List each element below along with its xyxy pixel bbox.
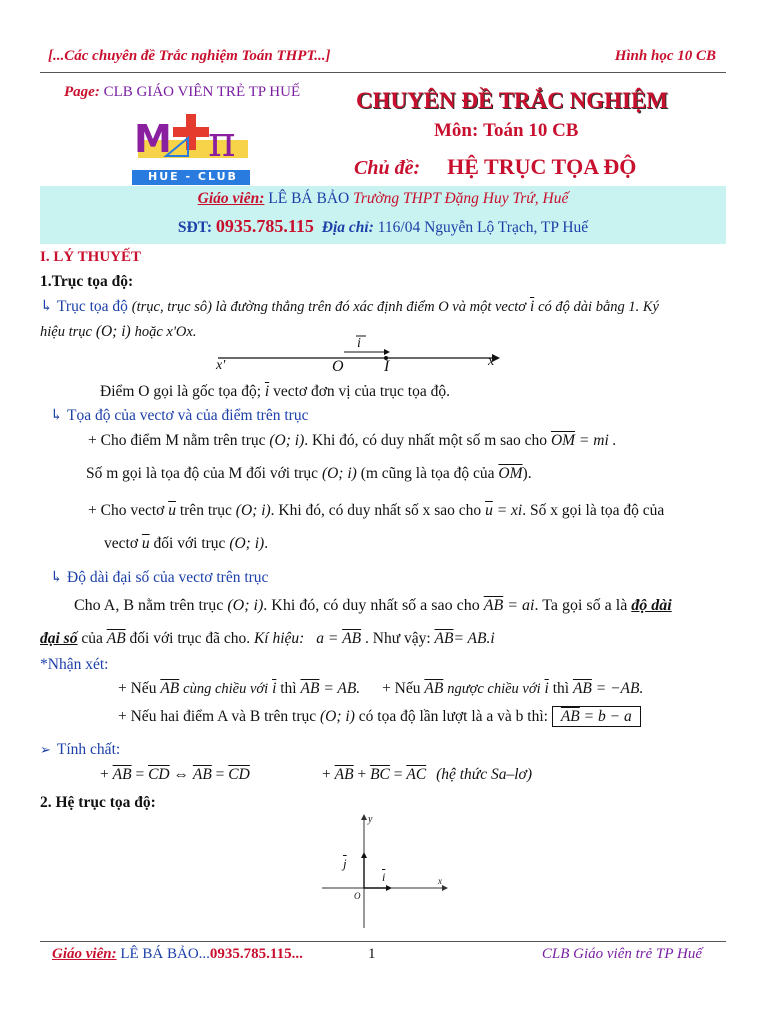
ab-bar-4: $\overline{AB}$ [560, 708, 580, 725]
page-name: CLB GIÁO VIÊN TRẺ TP HUẾ [103, 84, 301, 100]
p2-plus: + [322, 766, 331, 783]
vec-u: $\overline{u}$ [168, 502, 176, 519]
algebraic-line-1 [74, 597, 672, 615]
heading-coordinates [50, 406, 308, 425]
vec-u-2: $\overline{u}$ [485, 502, 493, 519]
ab-ba: = b − a [583, 708, 632, 725]
b2b-text: (m cũng là tọa độ của [360, 465, 495, 482]
b1b-text: . Khi đó, có duy nhất một số m sao cho [304, 432, 548, 449]
u-eq: = xi [496, 502, 523, 519]
b2-text: Số m gọi là tọa độ của M đối với trục [86, 465, 319, 482]
r1d-text: + Nếu [382, 680, 421, 697]
c2e-text: . Như vậy: [365, 630, 431, 647]
vec-u-3: $\overline{u}$ [141, 535, 150, 552]
vec-ab-3: $\overline{AB}$ [434, 630, 454, 647]
topic-value: HỆ TRỤC TỌA ĐỘ [447, 154, 637, 179]
ab-eq: = ai [507, 597, 535, 614]
b1-axis: (O; i) [269, 432, 305, 449]
header-right: Hình học 10 CB [614, 48, 716, 64]
heading-properties [40, 741, 120, 759]
subsection-axis: 1.Trục tọa độ: [40, 273, 134, 290]
ab-pos: = AB. [323, 680, 361, 697]
p2-plus2: + [357, 766, 367, 783]
footer-right: CLB Giáo viên trẻ TP Huế [541, 946, 702, 962]
property-1 [100, 766, 250, 784]
definition-line-1 [40, 297, 659, 316]
p2-ac: $\overline{AC}$ [406, 766, 427, 783]
teacher-info-box [40, 186, 726, 244]
phone-label: SĐT: [177, 219, 213, 236]
arrow-bullet-icon: ↳ [50, 407, 63, 424]
p2-eq: = [393, 766, 403, 783]
ab-bar-2: $\overline{AB}$ [300, 680, 320, 697]
c1c-text: . Ta gọi số a là [534, 597, 628, 614]
phone-number: 0935.785.115 [215, 216, 314, 236]
p1-ab2: $\overline{AB}$ [192, 766, 212, 783]
def-text-1: (trục, trục sô) là đường thẳng trên đó xác định điểm O và một vectơ [131, 299, 527, 315]
b3-axis: (O; i) [235, 502, 271, 519]
h3-text: Độ dài đại số của vectơ trên trục [67, 569, 269, 586]
p1-cd: $\overline{CD}$ [148, 766, 170, 783]
b1-text: + Cho điểm M nằm trên trục [88, 432, 266, 449]
logo-text: HUE - CLUB [148, 170, 238, 183]
bullet-vector-u [88, 502, 664, 520]
page-line [64, 84, 300, 101]
hue-club-logo [128, 110, 256, 188]
footer-teacher-name: LÊ BÁ BẢO... [120, 946, 210, 962]
vec-i-4: $\overline{i}$ [544, 680, 549, 697]
def-text-3: hiệu trục [40, 324, 92, 340]
topic-label: Chủ đề: [354, 157, 421, 179]
axis-label-vec-i: i [357, 336, 361, 351]
c2a-text: đại số [40, 630, 78, 647]
axis-label-o: O [332, 358, 344, 375]
topic-line [354, 154, 636, 180]
heading-algebraic-length [50, 568, 268, 587]
header-left: [...Các chuyên đề Trắc nghiệm Toán THPT...] [48, 48, 331, 64]
number-line-figure [210, 332, 500, 376]
bullet-coord-m: Số m gọi là tọa độ của M đối với trục (O; i) (m cũng là tọa độ của $\overline{OM}$). [86, 465, 532, 482]
origin-text: Điểm O gọi là gốc tọa độ; [100, 383, 261, 400]
b4b-text: đối với trục [153, 535, 226, 552]
p1-eq: = [135, 766, 145, 783]
remark-label: *Nhận xét: [40, 656, 109, 673]
fig-label-x: x [438, 876, 442, 886]
main-title: CHUYÊN ĐỀ TRẮC NGHIỆM [356, 88, 669, 113]
c2b-text: của [81, 630, 103, 647]
triangle-bullet-icon: ➢ [40, 742, 51, 757]
svg-text:M: M [134, 117, 172, 161]
axis-label-x: x [488, 354, 495, 369]
b2-axis: (O; i) [321, 465, 357, 482]
arrow-bullet-icon: ↳ [40, 298, 53, 315]
section-theory: I. LÝ THUYẾT [40, 249, 142, 265]
c2c-text: đối với trục đã cho. [129, 630, 251, 647]
p1-equiv: ⇔ [173, 766, 189, 783]
p1-ab: $\overline{AB}$ [112, 766, 132, 783]
p2-ab: $\overline{AB}$ [334, 766, 354, 783]
c1-axis: (O; i) [227, 597, 264, 614]
bullet-point-m [88, 432, 617, 450]
r1c-text: thì [280, 680, 297, 697]
footer-left [52, 946, 303, 963]
b3-text: + Cho vectơ [88, 502, 165, 519]
a-eq: a = [316, 630, 339, 647]
b4-axis: (O; i) [229, 535, 265, 552]
p2-note: (hệ thức Sa–lơ) [436, 766, 532, 783]
r2-text: + Nếu hai điểm A và B trên trục [118, 708, 317, 725]
b3c-text: . Khi đó, có duy nhất số x sao cho [270, 502, 482, 519]
footer-rule [40, 941, 726, 942]
arrow-bullet-icon: ↳ [50, 569, 63, 586]
address-label: Địa chỉ: [321, 219, 374, 236]
vec-ab: $\overline{AB}$ [483, 597, 504, 614]
page-label: Page: [64, 84, 100, 100]
om-eq: = mi . [578, 432, 617, 449]
address-value: 116/04 Nguyễn Lộ Trạch, TP Huế [377, 219, 589, 236]
algebraic-line-2 [40, 630, 495, 648]
p2-bc: $\overline{BC}$ [370, 766, 390, 783]
school-name: Trường THPT Đặng Huy Trứ, Huế [353, 190, 569, 207]
axis-label-i: I [384, 358, 390, 375]
teacher-label: Giáo viên: [197, 190, 265, 207]
r1f-text: thì [552, 680, 570, 697]
svg-text:π: π [208, 117, 236, 166]
teacher-name: LÊ BÁ BẢO [268, 190, 350, 207]
coordinate-system-figure [318, 812, 450, 930]
origin-text-2: vectơ đơn vị của trục tọa độ. [273, 383, 450, 400]
boxed-formula [552, 706, 641, 727]
vec-ab-4: $\overline{AB}$ [160, 680, 180, 697]
r1-text: + Nếu [118, 680, 157, 697]
remark-line-2 [118, 708, 641, 726]
b3d-text: . Số x gọi là tọa độ của [522, 502, 665, 519]
vec-ab-2: $\overline{AB}$ [106, 630, 126, 647]
h2-text: Tọa độ của vectơ và của điểm trên trục [67, 407, 309, 424]
number-line-svg [210, 332, 500, 376]
vec-i-2: $\overline{i}$ [264, 383, 270, 400]
footer-phone: 0935.785.115... [209, 946, 303, 962]
subject-value: Toán 10 CB [483, 120, 579, 141]
r1e-text: ngược chiều với [447, 681, 541, 697]
c1-text: Cho A, B nằm trên trục [74, 597, 224, 614]
remark-line-1 [118, 680, 643, 698]
fig-label-i: $\overline{i}$ [382, 870, 386, 884]
ab-neg: = −AB. [595, 680, 644, 697]
b3b-text: trên trục [179, 502, 232, 519]
vec-om-2: $\overline{OM}$ [498, 465, 523, 482]
ab-dot: = AB.i [453, 630, 495, 647]
fig-label-j: $\overline{j}$ [343, 856, 347, 871]
vec-i: $\overline{i}$ [529, 298, 535, 315]
bullet-vector-u-2: vectơ $\overline{u}$ đối với trục (O; i). [104, 535, 269, 552]
h4-text: Tính chất: [56, 741, 121, 758]
r2-axis: (O; i) [320, 708, 355, 725]
subject-line [434, 120, 578, 142]
c2d-text: Kí hiệu: [253, 630, 305, 647]
def-text-4: hoặc x'Ox. [134, 324, 197, 340]
axis-label-xprime: x' [216, 358, 226, 373]
ab-bar-3: $\overline{AB}$ [572, 680, 592, 697]
r1b-text: cùng chiều với [183, 681, 269, 697]
b4-text: vectơ [104, 535, 139, 552]
p1-eq2: = [215, 766, 225, 783]
vec-om: $\overline{OM}$ [550, 432, 576, 449]
contact-line [40, 216, 726, 237]
property-2 [322, 766, 532, 784]
vec-i-3: $\overline{i}$ [272, 680, 277, 697]
axis-notation: (O; i) [95, 323, 131, 340]
p1-plus: + [100, 766, 109, 783]
p1-cd2: $\overline{CD}$ [228, 766, 250, 783]
teacher-line [40, 190, 726, 208]
c1b-text: . Khi đó, có duy nhất số a sao cho [263, 597, 480, 614]
origin-line [100, 383, 450, 401]
vec-ab-5: $\overline{AB}$ [424, 680, 444, 697]
subject-label: Môn: [434, 120, 479, 141]
subsection-system: 2. Hệ trục tọa độ: [40, 794, 156, 811]
definition-line-2 [40, 323, 196, 341]
def-head: Trục tọa độ [57, 298, 128, 315]
c1d-text: độ dài [631, 597, 672, 614]
ab-bar: $\overline{AB}$ [342, 630, 362, 647]
page-number: 1 [368, 946, 376, 962]
fig-label-o: O [354, 891, 361, 901]
fig-label-y: y [368, 814, 373, 825]
footer-teacher-label: Giáo viên: [52, 946, 117, 962]
header-rule [40, 72, 726, 73]
r2b-text: có tọa độ lần lượt là a và b thì: [358, 708, 548, 725]
def-text-2: có độ dài bằng 1. Ký [538, 299, 659, 315]
